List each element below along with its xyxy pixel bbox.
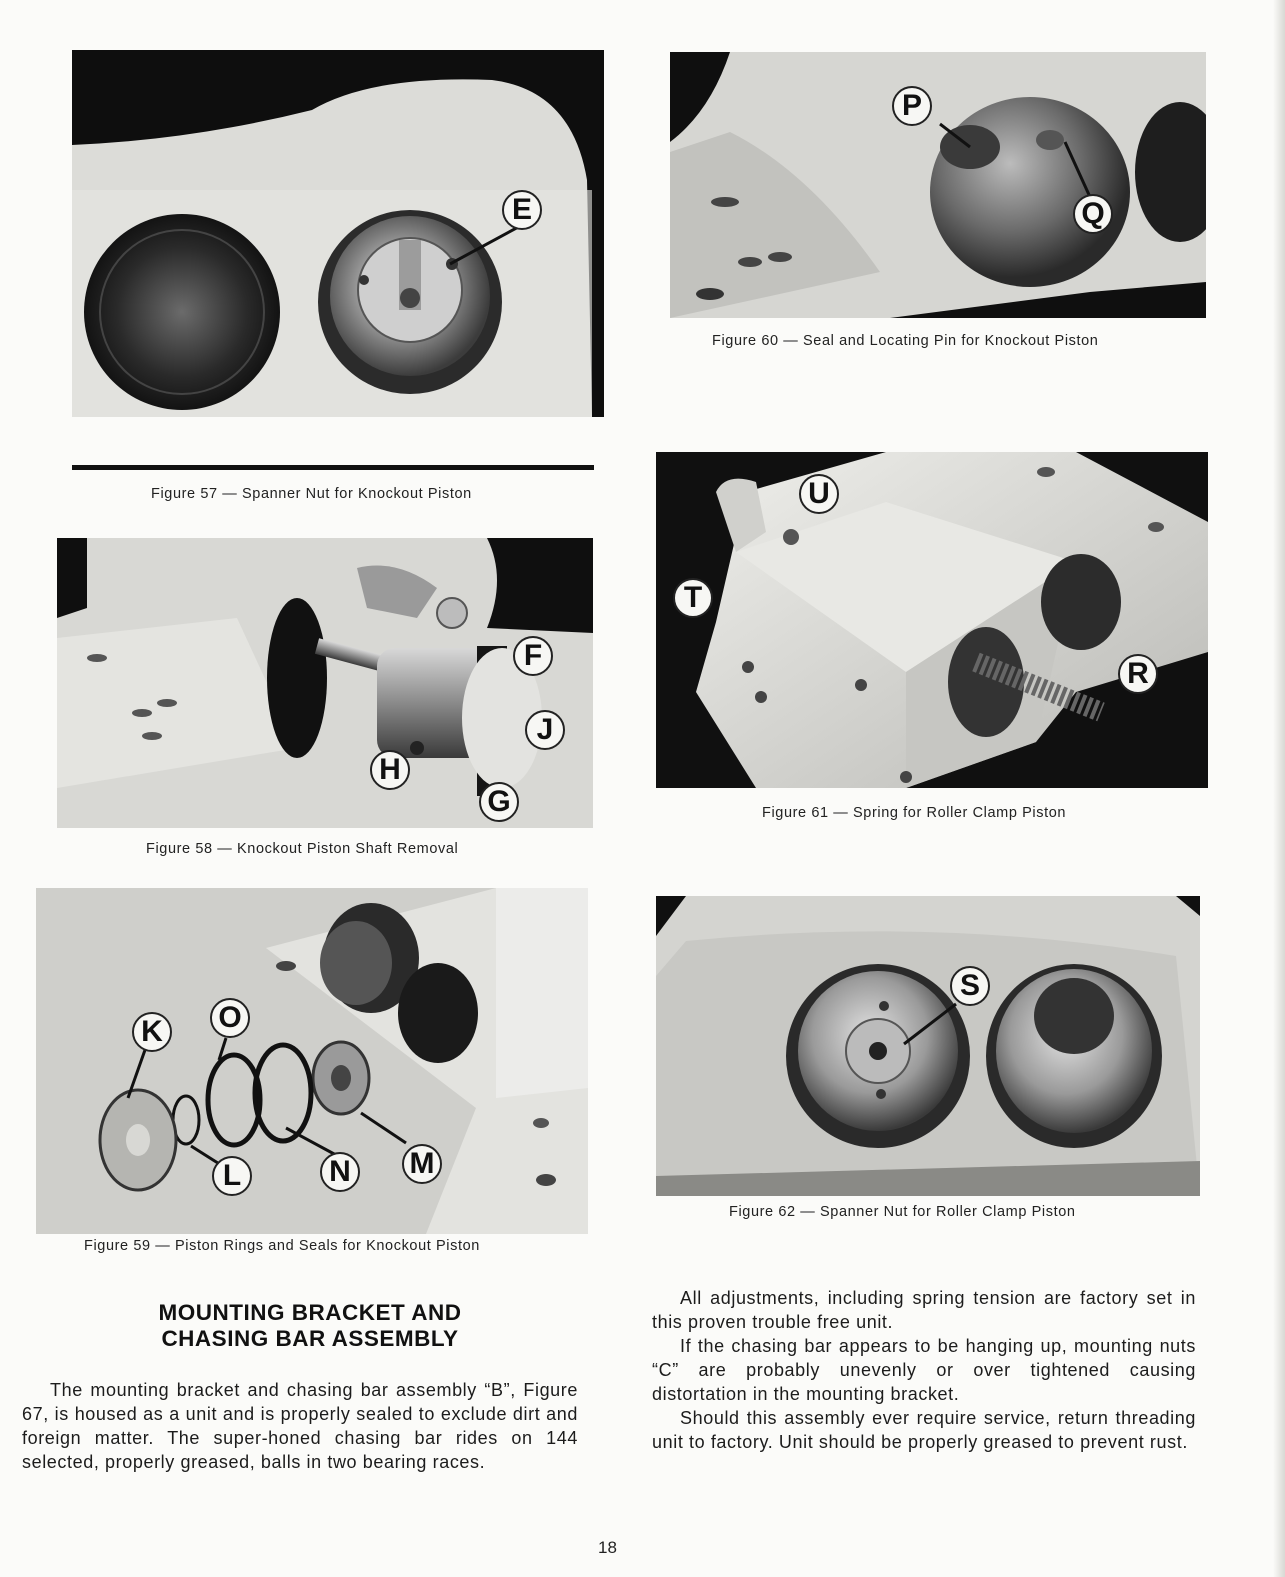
right-paragraph-2: If the chasing bar appears to be hanging up, mounting nuts “C” are probably unevenly or over tightened causing distortation in the mounting bracket. <box>652 1336 1196 1404</box>
callout-h: H <box>370 750 410 790</box>
callout-s: S <box>950 966 990 1006</box>
figure-57-rule <box>72 465 594 470</box>
figure-60-photo <box>670 52 1206 318</box>
figure-62-caption: Figure 62 — Spanner Nut for Roller Clamp Piston <box>729 1204 1076 1220</box>
callout-k: K <box>132 1012 172 1052</box>
figure-61-caption: Figure 61 — Spring for Roller Clamp Piston <box>762 805 1067 821</box>
callout-o: O <box>210 998 250 1038</box>
figure-59-photo <box>36 888 588 1234</box>
left-paragraph: The mounting bracket and chasing bar assembly “B”, Figure 67, is housed as a unit and is properly sealed to exclude dirt and foreign matter. The super-honed chasing bar rides on 144 selected, properly greased, balls in two bearing races. <box>22 1380 578 1472</box>
callout-m: M <box>402 1144 442 1184</box>
figure-59-caption: Figure 59 — Piston Rings and Seals for Knockout Piston <box>84 1238 480 1254</box>
callout-u: U <box>799 474 839 514</box>
callout-p: P <box>892 86 932 126</box>
callout-n: N <box>320 1152 360 1192</box>
right-paragraph-1: All adjustments, including spring tension are factory set in this proven trouble free unit. <box>652 1288 1196 1332</box>
callout-q: Q <box>1073 194 1113 234</box>
callout-r: R <box>1118 654 1158 694</box>
page-binding-edge <box>1273 0 1285 1577</box>
figure-60-caption: Figure 60 — Seal and Locating Pin for Knockout Piston <box>712 333 1099 349</box>
figure-57-caption: Figure 57 — Spanner Nut for Knockout Piston <box>151 486 472 502</box>
figure-61-photo <box>656 452 1208 788</box>
callout-f: F <box>513 636 553 676</box>
section-heading-line-2: CHASING BAR ASSEMBLY <box>161 1326 459 1351</box>
left-column-text <box>22 1378 578 1474</box>
figure-57-photo <box>72 50 604 417</box>
page-number: 18 <box>598 1538 617 1557</box>
callout-l: L <box>212 1156 252 1196</box>
callout-g: G <box>479 782 519 822</box>
callout-t: T <box>673 578 713 618</box>
right-paragraph-3: Should this assembly ever require service, return threading unit to factory. Unit should be properly greased to prevent rust. <box>652 1408 1196 1452</box>
figure-62-photo <box>656 896 1200 1196</box>
callout-e: E <box>502 190 542 230</box>
section-heading <box>100 1300 520 1352</box>
section-heading-line-1: MOUNTING BRACKET AND <box>158 1300 462 1325</box>
figure-58-photo <box>57 538 593 828</box>
right-column-text <box>652 1286 1196 1454</box>
callout-j: J <box>525 710 565 750</box>
figure-58-caption: Figure 58 — Knockout Piston Shaft Removal <box>146 841 459 857</box>
